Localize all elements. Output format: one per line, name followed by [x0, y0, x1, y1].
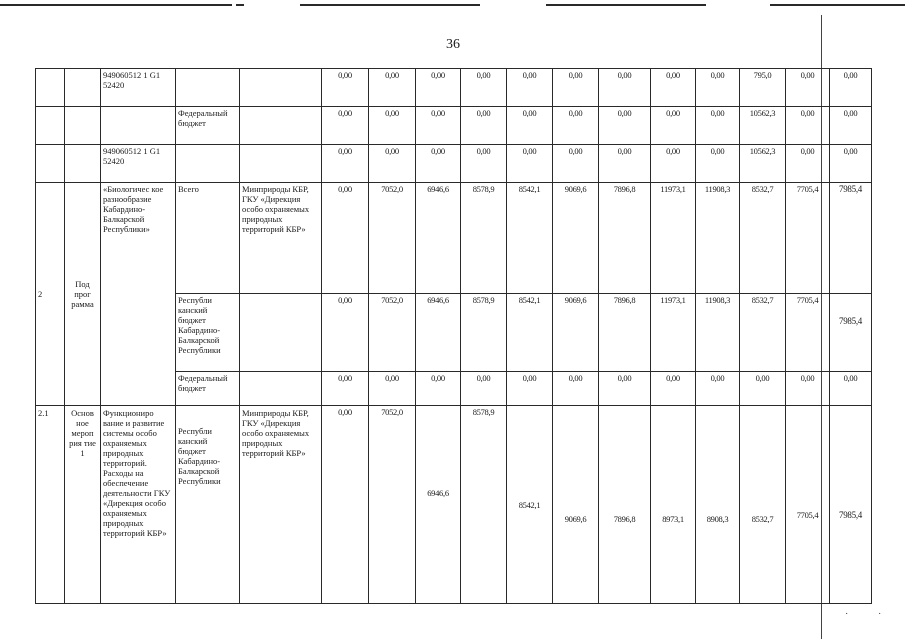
value-cell: 9069,6	[553, 294, 599, 372]
kbk-code: 949060512 1 G1 52420	[101, 145, 176, 183]
value-cell: 0,00	[369, 69, 416, 107]
kbk-code: 949060512 1 G1 52420	[101, 69, 176, 107]
value-cell: 0,00	[651, 145, 696, 183]
value-cell: 8532,7	[740, 183, 786, 294]
value-cell: 6946,6	[416, 294, 461, 372]
value-cell: 795,0	[740, 69, 786, 107]
value-cell: 0,00	[786, 69, 830, 107]
value-cell: 0,00	[786, 372, 830, 406]
executor: Минприроды КБР, ГКУ «Дирекция особо охраняемых природных территорий КБР»	[240, 406, 322, 604]
executor	[240, 107, 322, 145]
value-cell: 0,00	[322, 406, 369, 604]
value-cell: 8578,9	[461, 294, 507, 372]
value-cell: 10562,3	[740, 145, 786, 183]
budget-table	[35, 68, 872, 604]
value-cell: 7705,4	[786, 294, 830, 372]
funding-source: Федеральный бюджет	[176, 107, 240, 145]
value-cell: 0,00	[416, 372, 461, 406]
program-type: Под прог рамма	[65, 183, 101, 406]
value-cell: 0,00	[322, 372, 369, 406]
value-cell: 0,00	[507, 69, 553, 107]
table-row	[36, 145, 872, 183]
value-cell: 11973,1	[651, 183, 696, 294]
value-cell: 0,00	[599, 69, 651, 107]
value-cell: 8542,1	[507, 183, 553, 294]
value-cell: 0,00	[461, 69, 507, 107]
value-cell: 0,00	[599, 145, 651, 183]
value-cell: 0,00	[740, 372, 786, 406]
header-rule-4	[546, 4, 706, 6]
value-cell: 7052,0	[369, 406, 416, 604]
value-cell: 7985,4	[830, 183, 872, 294]
value-cell: 7052,0	[369, 183, 416, 294]
scan-mark: ˙	[878, 612, 882, 623]
event-number: 2.1	[36, 406, 65, 604]
value-cell: 0,00	[416, 69, 461, 107]
funding-source: Республи канский бюджет Кабардино-Балкарской Республики	[176, 406, 240, 604]
value-cell: 0,00	[651, 69, 696, 107]
value-cell: 8973,1	[651, 406, 696, 604]
value-cell: 0,00	[599, 372, 651, 406]
value-cell: 8908,3	[696, 406, 740, 604]
funding-source	[176, 145, 240, 183]
value-cell: 0,00	[830, 372, 872, 406]
executor: Минприроды КБР, ГКУ «Дирекция особо охраняемых природных территорий КБР»	[240, 183, 322, 294]
value-cell: 8578,9	[461, 183, 507, 294]
value-cell: 0,00	[322, 183, 369, 294]
executor	[240, 69, 322, 107]
value-cell: 8542,1	[507, 406, 553, 604]
value-cell: 6946,6	[416, 183, 461, 294]
cell-empty	[36, 69, 65, 107]
value-cell: 7896,8	[599, 294, 651, 372]
funding-source: Республи канский бюджет Кабардино-Балкарской Республики	[176, 294, 240, 372]
value-cell: 9069,6	[553, 183, 599, 294]
cell-empty	[36, 145, 65, 183]
value-cell: 11908,3	[696, 294, 740, 372]
value-cell: 0,00	[830, 145, 872, 183]
value-cell: 7985,4	[830, 406, 872, 604]
value-cell: 0,00	[416, 107, 461, 145]
value-cell: 6946,6	[416, 406, 461, 604]
funding-source: Всего	[176, 183, 240, 294]
table-row	[36, 107, 872, 145]
kbk-code	[101, 107, 176, 145]
program-number: 2	[36, 183, 65, 406]
funding-source: Федеральный бюджет	[176, 372, 240, 406]
cell-empty	[65, 69, 101, 107]
value-cell: 10562,3	[740, 107, 786, 145]
header-rule-3	[300, 4, 480, 6]
value-cell: 0,00	[553, 145, 599, 183]
value-cell: 0,00	[369, 145, 416, 183]
event-name: Функциониро вание и развитие системы особо охраняемых природных территорий. Расходы на обеспечение деятельности ГКУ «Дирекция особо охраняемых природных территорий КБР»	[101, 406, 176, 604]
value-cell: 7896,8	[599, 406, 651, 604]
header-rule-1	[0, 4, 232, 6]
cell-empty	[65, 145, 101, 183]
value-cell: 0,00	[553, 107, 599, 145]
event-type: Основ ное мероп рия тие 1	[65, 406, 101, 604]
value-cell: 0,00	[696, 69, 740, 107]
value-cell: 0,00	[461, 145, 507, 183]
value-cell: 0,00	[416, 145, 461, 183]
value-cell: 7705,4	[786, 183, 830, 294]
value-cell: 0,00	[322, 145, 369, 183]
header-rule-2	[236, 4, 244, 6]
value-cell: 8532,7	[740, 406, 786, 604]
value-cell: 11908,3	[696, 183, 740, 294]
value-cell: 8542,1	[507, 294, 553, 372]
value-cell: 7705,4	[786, 406, 830, 604]
value-cell: 7896,8	[599, 183, 651, 294]
value-cell: 0,00	[599, 107, 651, 145]
value-cell: 0,00	[786, 107, 830, 145]
value-cell: 0,00	[786, 145, 830, 183]
value-cell: 0,00	[651, 372, 696, 406]
table-row	[36, 183, 872, 294]
value-cell: 0,00	[507, 145, 553, 183]
value-cell: 0,00	[651, 107, 696, 145]
page-number: 36	[446, 37, 460, 52]
value-cell: 0,00	[696, 372, 740, 406]
funding-source	[176, 69, 240, 107]
value-cell: 0,00	[369, 372, 416, 406]
executor	[240, 372, 322, 406]
executor	[240, 294, 322, 372]
value-cell: 8578,9	[461, 406, 507, 604]
value-cell: 0,00	[830, 69, 872, 107]
value-cell: 0,00	[553, 372, 599, 406]
table-row	[36, 406, 872, 604]
value-cell: 0,00	[369, 107, 416, 145]
value-cell: 0,00	[507, 372, 553, 406]
cell-empty	[36, 107, 65, 145]
program-name: «Биологичес кое разнообразие Кабардино-Балкарской Республики»	[101, 183, 176, 406]
value-cell: 0,00	[461, 107, 507, 145]
value-cell: 8532,7	[740, 294, 786, 372]
scan-mark: ˙	[845, 612, 849, 623]
value-cell: 7985,4	[830, 294, 872, 372]
header-rule-5	[770, 4, 905, 6]
cell-empty	[65, 107, 101, 145]
value-cell: 0,00	[553, 69, 599, 107]
value-cell: 0,00	[322, 294, 369, 372]
value-cell: 9069,6	[553, 406, 599, 604]
value-cell: 11973,1	[651, 294, 696, 372]
table-row	[36, 69, 872, 107]
value-cell: 0,00	[830, 107, 872, 145]
value-cell: 7052,0	[369, 294, 416, 372]
value-cell: 0,00	[322, 69, 369, 107]
value-cell: 0,00	[507, 107, 553, 145]
value-cell: 0,00	[696, 145, 740, 183]
executor	[240, 145, 322, 183]
value-cell: 0,00	[322, 107, 369, 145]
value-cell: 0,00	[461, 372, 507, 406]
value-cell: 0,00	[696, 107, 740, 145]
